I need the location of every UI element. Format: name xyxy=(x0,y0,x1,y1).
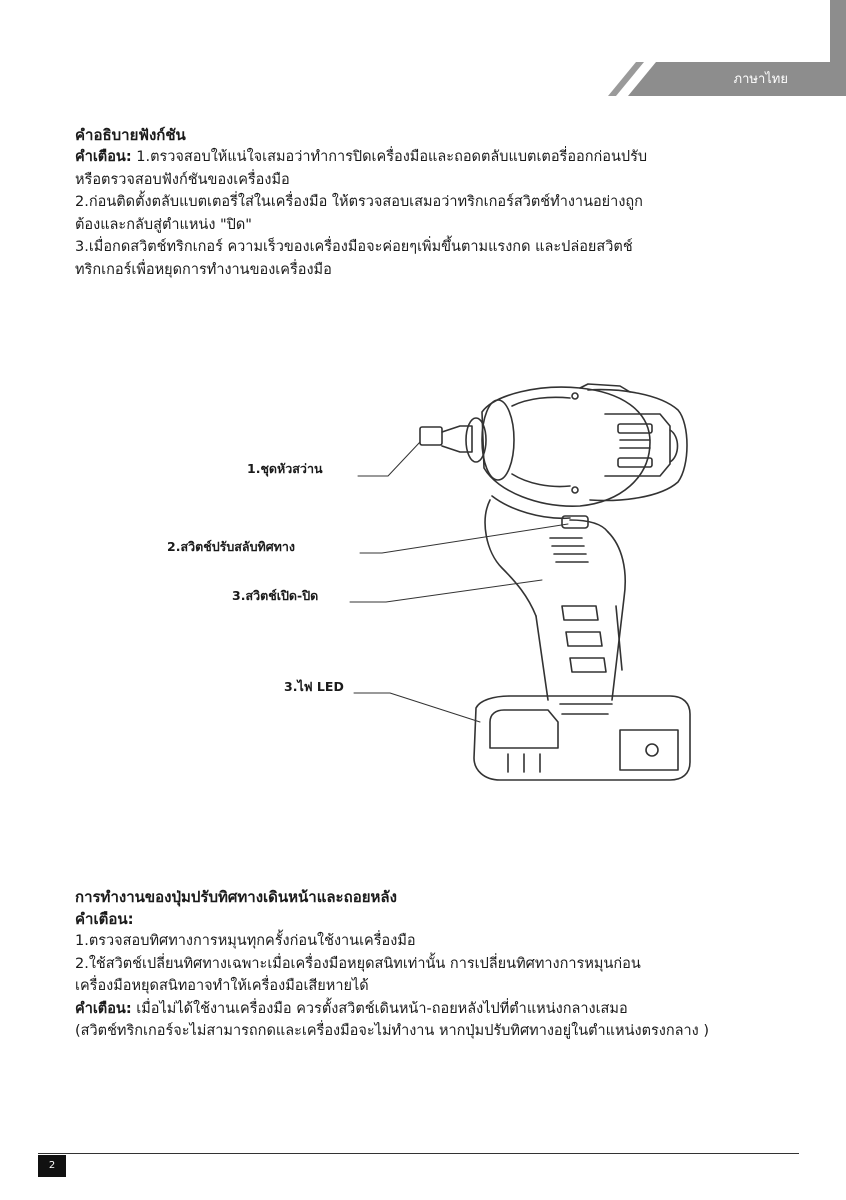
callout-led-light: 3.ไฟ LED xyxy=(284,679,344,694)
callout-direction-switch: 2.สวิตช์ปรับสลับทิศทาง xyxy=(167,539,296,554)
impact-wrench-figure xyxy=(150,370,710,870)
function-description-section xyxy=(75,124,835,281)
paragraph-line: ทริกเกอร์เพื่อหยุดการทำงานของเครื่องมือ xyxy=(75,261,332,278)
hammer-head xyxy=(482,384,650,506)
section-title: การทำงานของปุ่มปรับทิศทางเดินหน้าและถอยหลัง xyxy=(75,888,397,906)
paragraph-line xyxy=(75,146,835,169)
callout-on-off-switch: 3.สวิตช์เปิด-ปิด xyxy=(232,588,319,603)
text-span: เมื่อไม่ได้ใช้งานเครื่องมือ ควรตั้งสวิตช์เดินหน้า-ถอยหลังไปที่ตำแหน่งกลางเสมอ xyxy=(131,1000,628,1017)
paragraph-line: 1.ตรวจสอบทิศทางการหมุนทุกครั้งก่อนใช้งานเครื่องมือ xyxy=(75,933,416,949)
footer-rule xyxy=(38,1153,799,1154)
handle-grip xyxy=(536,532,625,700)
paragraph-line: 2.ใช้สวิตช์เปลี่ยนทิศทางเฉพาะเมื่อเครื่องมือหยุดสนิทเท่านั้น การเปลี่ยนทิศทางการหมุนก่อน xyxy=(75,955,641,972)
paragraph-line: เครื่องมือหยุดสนิทอาจทำให้เครื่องมือเสียหายได้ xyxy=(75,978,369,994)
anvil-drive xyxy=(420,418,486,462)
handle-upper xyxy=(485,496,608,616)
paragraph-line: 3.เมื่อกดสวิตช์ทริกเกอร์ ความเร็วของเครื่องมือจะค่อยๆเพิ่มขึ้นตามแรงกด และปล่อยสวิตช์ xyxy=(75,239,633,255)
callout-drill-head: 1.ชุดหัวสว่าน xyxy=(247,461,323,476)
text-span: 1.ตรวจสอบให้แน่ใจเสมอว่าทำการปิดเครื่องมือและถอดตลับแบตเตอรี่ออกก่อนปรับ xyxy=(131,149,648,165)
paragraph-line: 2.ก่อนติดตั้งตลับแบตเตอรี่ใส่ในเครื่องมือ ให้ตรวจสอบเสมอว่าทริกเกอร์สวิตช์ทำงานอย่างถูก xyxy=(75,194,643,210)
warning-label: คำเตือน: xyxy=(75,149,132,165)
impact-wrench-illustration xyxy=(150,370,710,870)
motor-housing xyxy=(588,390,687,501)
paragraph-line: หรือตรวจสอบฟังก์ชันของเครื่องมือ xyxy=(75,171,290,188)
page-number: 2 xyxy=(38,1155,66,1177)
paragraph-line xyxy=(75,998,835,1021)
paragraph-line: (สวิตช์ทริกเกอร์จะไม่สามารถกดและเครื่องมือจะไม่ทำงาน หากปุ่มปรับทิศทางอยู่ในตำแหน่งตรงกลาง ) xyxy=(75,1023,710,1039)
battery-base xyxy=(474,696,690,780)
language-label: ภาษาไทย xyxy=(733,72,788,87)
corner-tab xyxy=(830,0,846,68)
section-title: คำอธิบายฟังก์ชัน xyxy=(75,126,186,144)
language-band-shape xyxy=(608,62,846,96)
warning-heading: คำเตือน: xyxy=(75,910,134,928)
paragraph-line: ต้องและกลับสู่ตำแหน่ง "ปิด" xyxy=(75,216,252,233)
direction-switch-section xyxy=(75,886,835,1043)
language-band xyxy=(608,62,846,96)
warning-label: คำเตือน: xyxy=(75,1000,132,1017)
